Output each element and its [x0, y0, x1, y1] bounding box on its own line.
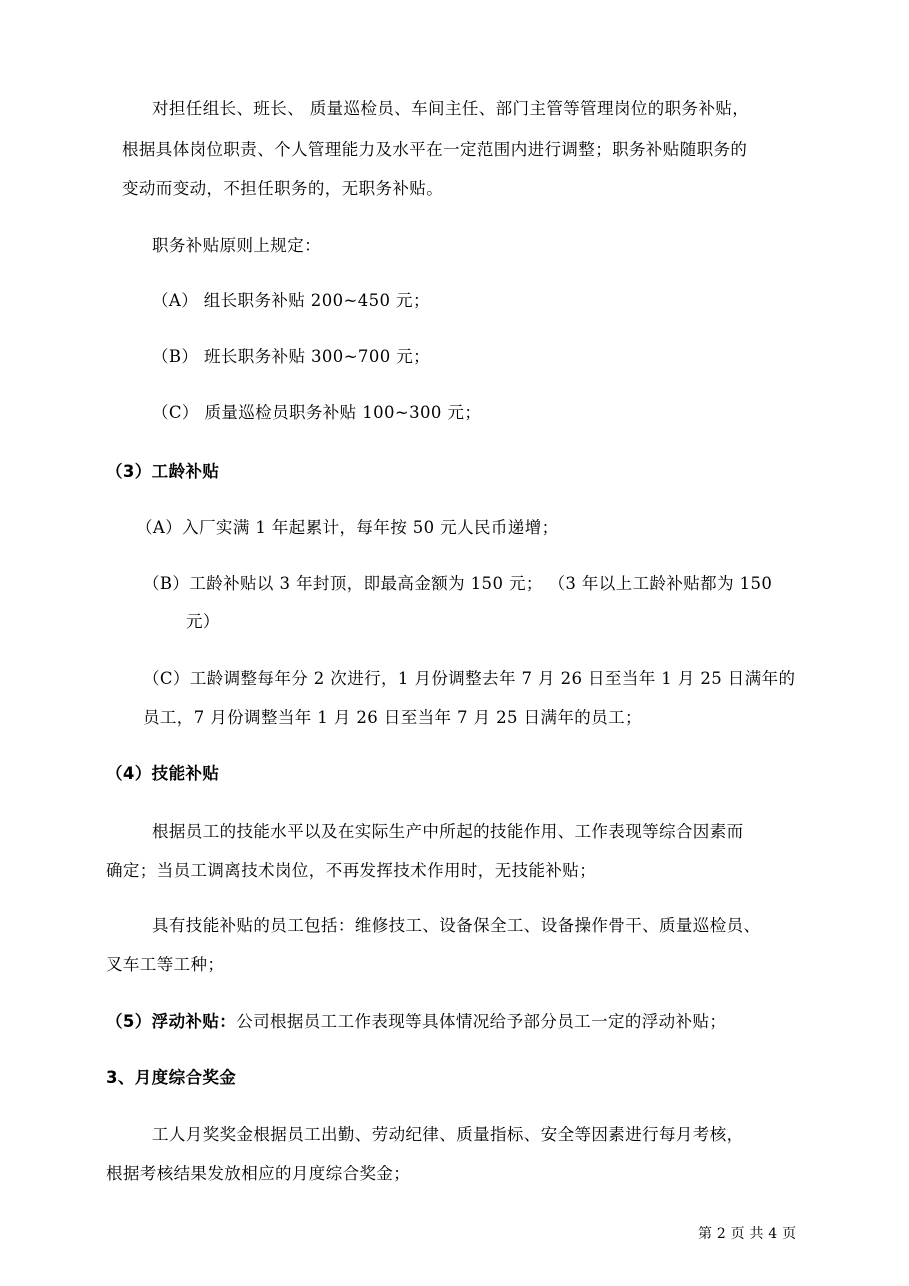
list-item-continuation: 员工，7 月份调整当年 1 月 26 日至当年 7 月 25 日满年的员工；: [143, 708, 642, 727]
body-line: 工人月奖奖金根据员工出勤、劳动纪律、质量指标、安全等因素进行每月考核，: [152, 1125, 744, 1144]
section-5-line: [106, 1011, 726, 1033]
body-line: 变动而变动，不担任职务的，无职务补贴。: [122, 179, 444, 198]
list-item: （B）工龄补贴以 3 年封顶，即最高金额为 150 元； （3 年以上工龄补贴都为 150: [143, 574, 773, 593]
section-heading: （5）浮动补贴：: [106, 1012, 237, 1031]
body-line: 确定；当员工调离技术岗位，不再发挥技术作用时，无技能补贴；: [106, 861, 597, 880]
body-line: 对担任组长、班长、 质量巡检员、车间主任、部门主管等管理岗位的职务补贴，: [152, 99, 750, 118]
list-item: （B） 班长职务补贴 300~700 元；: [152, 347, 431, 366]
body-line: 具有技能补贴的员工包括：维修技工、设备保全工、设备操作骨干、质量巡检员、: [152, 916, 761, 935]
section-heading: （3）工龄补贴: [106, 462, 220, 481]
list-item: （A） 组长职务补贴 200~450 元；: [152, 291, 430, 310]
body-line: 根据员工的技能水平以及在实际生产中所起的技能作用、工作表现等综合因素而: [152, 822, 744, 841]
body-line: 叉车工等工种；: [106, 955, 225, 974]
list-item: （C） 质量巡检员职务补贴 100~300 元；: [152, 403, 482, 422]
list-item-continuation: 元）: [186, 612, 220, 631]
body-line: 职务补贴原则上规定：: [152, 236, 321, 255]
section-text: 公司根据员工工作表现等具体情况给予部分员工一定的浮动补贴；: [236, 1012, 727, 1031]
list-item: （C）工龄调整每年分 2 次进行，1 月份调整去年 7 月 26 日至当年 1 月 25 日满年的: [143, 669, 796, 688]
body-line: 根据具体岗位职责、个人管理能力及水平在一定范围内进行调整；职务补贴随职务的: [122, 140, 748, 159]
page-number: 第 2 页 共 4 页: [698, 1226, 797, 1242]
body-line: 根据考核结果发放相应的月度综合奖金；: [106, 1164, 411, 1183]
section-heading: （4）技能补贴: [106, 764, 220, 783]
list-item: （A）入厂实满 1 年起累计，每年按 50 元人民币递增；: [136, 518, 559, 537]
section-heading: 3、月度综合奖金: [106, 1068, 237, 1087]
